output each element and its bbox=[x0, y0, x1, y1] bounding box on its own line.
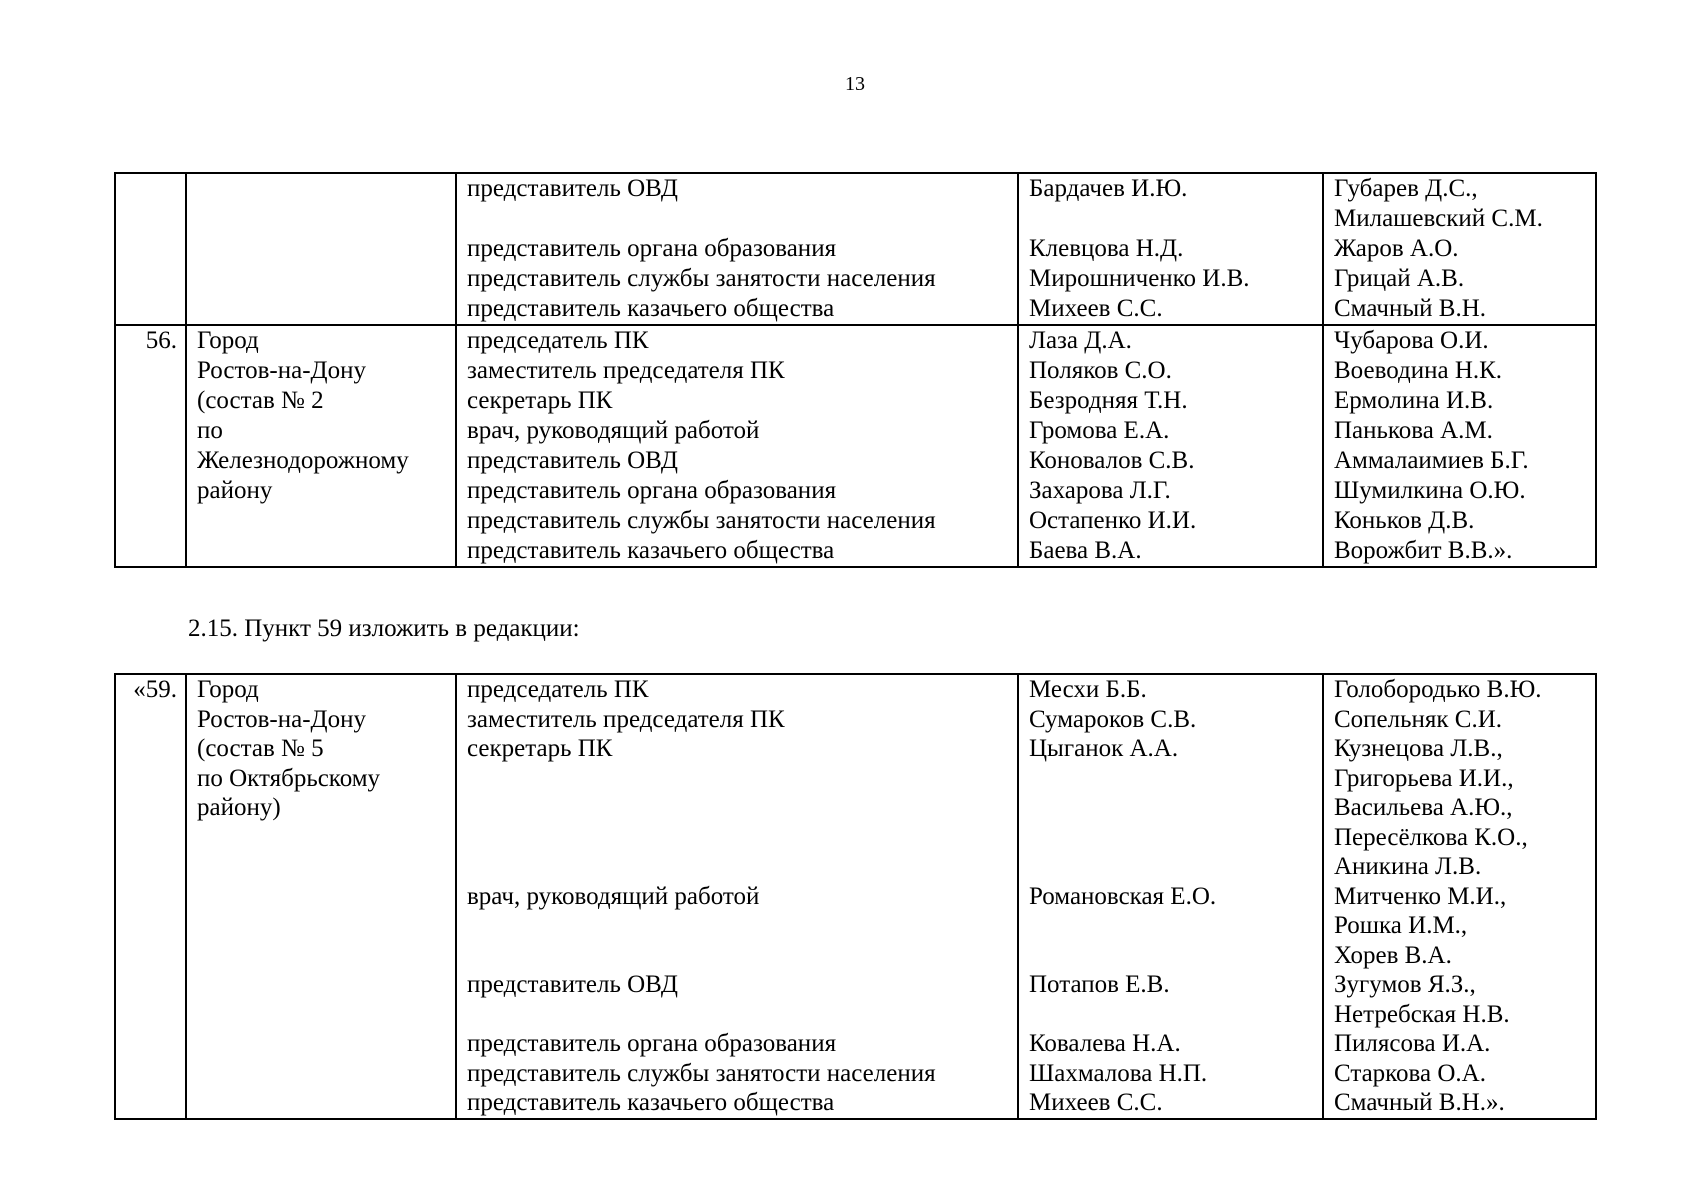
cell-line: представитель казачьего общества bbox=[467, 295, 835, 322]
members-cell bbox=[1018, 674, 1323, 1119]
cell-line: заместитель председателя ПК bbox=[467, 705, 785, 733]
cell-line bbox=[467, 793, 1017, 823]
territory-cell bbox=[186, 173, 456, 325]
cell-line: 56. bbox=[145, 327, 177, 354]
cell-line: представитель ОВД bbox=[467, 447, 678, 474]
cell-line bbox=[1029, 941, 1322, 971]
cell-line: Панькова А.М. bbox=[1334, 417, 1493, 444]
cell-line bbox=[1029, 823, 1322, 853]
cell-line: Чубарова О.И. bbox=[1334, 327, 1489, 354]
cell-line: врач, руководящий работой bbox=[467, 417, 760, 444]
cell-line bbox=[467, 1000, 1017, 1030]
cell-line: Поляков С.О. bbox=[1029, 357, 1172, 384]
cell-line bbox=[467, 911, 1017, 941]
territory-cell bbox=[186, 325, 456, 567]
cell-line: Захарова Л.Г. bbox=[1029, 477, 1171, 504]
cell-line: Грицай А.В. bbox=[1334, 265, 1465, 292]
cell-line bbox=[467, 204, 1017, 234]
cell-line: Старкова О.А. bbox=[1334, 1059, 1486, 1087]
cell-line: Смачный В.Н. bbox=[1334, 295, 1487, 322]
cell-line: Сопельняк С.И. bbox=[1334, 705, 1503, 733]
cell-line: Пилясова И.А. bbox=[1334, 1030, 1491, 1057]
cell-line: представитель органа образования bbox=[467, 235, 837, 262]
cell-line: Васильева А.Ю., bbox=[1334, 794, 1513, 821]
row-number-cell bbox=[115, 674, 186, 1119]
cell-line: Сумароков С.В. bbox=[1029, 705, 1197, 733]
cell-line: заместитель председателя ПК bbox=[467, 357, 785, 384]
cell-line: по Октябрьскому bbox=[197, 764, 381, 792]
cell-line: Мирошниченко И.В. bbox=[1029, 265, 1250, 292]
territory-cell bbox=[186, 674, 456, 1119]
cell-line bbox=[467, 852, 1017, 882]
cell-line: Шумилкина О.Ю. bbox=[1334, 477, 1526, 504]
cell-line: Григорьева И.И., bbox=[1334, 764, 1514, 792]
cell-line: Губарев Д.С., bbox=[1334, 175, 1478, 202]
cell-line: Коньков Д.В. bbox=[1334, 507, 1475, 534]
cell-line: Лаза Д.А. bbox=[1029, 327, 1132, 354]
cell-line: по bbox=[197, 417, 223, 444]
cell-line: представитель ОВД bbox=[467, 175, 678, 202]
cell-line: Остапенко И.И. bbox=[1029, 507, 1197, 534]
roles-cell bbox=[456, 674, 1018, 1119]
cell-line: Митченко М.И., bbox=[1334, 882, 1507, 910]
table-row bbox=[115, 325, 1596, 567]
row-number-cell bbox=[115, 325, 186, 567]
cell-line bbox=[1029, 911, 1322, 941]
cell-line: представитель службы занятости населения bbox=[467, 1059, 936, 1087]
cell-line: представитель ОВД bbox=[467, 971, 678, 998]
cell-line: представитель казачьего общества bbox=[467, 537, 835, 564]
cell-line: Месхи Б.Б. bbox=[1029, 676, 1147, 703]
cell-line: району bbox=[197, 477, 273, 504]
table-row bbox=[115, 674, 1596, 1119]
cell-line: Ермолина И.В. bbox=[1334, 387, 1494, 414]
cell-line: представитель службы занятости населения bbox=[467, 265, 936, 292]
cell-line: Романовская Е.О. bbox=[1029, 882, 1217, 910]
cell-line: (состав № 5 bbox=[197, 735, 324, 762]
cell-line: представитель органа образования bbox=[467, 1030, 837, 1057]
commission-table-continued bbox=[114, 172, 1597, 568]
amendment-paragraph: 2.15. Пункт 59 изложить в редакции: bbox=[188, 615, 580, 642]
cell-line bbox=[467, 941, 1017, 971]
cell-line: Город bbox=[197, 327, 259, 354]
cell-line bbox=[467, 764, 1017, 794]
cell-line: Коновалов С.В. bbox=[1029, 447, 1195, 474]
cell-line bbox=[1029, 1000, 1322, 1030]
cell-line: Хорев В.А. bbox=[1334, 941, 1452, 969]
cell-line: Нетребская Н.В. bbox=[1334, 1000, 1510, 1028]
cell-line: Цыганок А.А. bbox=[1029, 735, 1179, 762]
cell-line: Бардачев И.Ю. bbox=[1029, 175, 1188, 202]
cell-line: Железнодорожному bbox=[197, 447, 409, 474]
cell-line: Ворожбит В.В.». bbox=[1334, 537, 1513, 564]
cell-line: району) bbox=[197, 794, 281, 821]
cell-line: Безродняя Т.Н. bbox=[1029, 387, 1188, 414]
cell-line: Ковалева Н.А. bbox=[1029, 1030, 1181, 1057]
cell-line: «59. bbox=[133, 676, 177, 703]
cell-line: Потапов Е.В. bbox=[1029, 971, 1170, 998]
row-number-cell bbox=[115, 173, 186, 325]
cell-line bbox=[1029, 793, 1322, 823]
cell-line: Громова Е.А. bbox=[1029, 417, 1170, 444]
cell-line: Баева В.А. bbox=[1029, 537, 1142, 564]
cell-line: председатель ПК bbox=[467, 327, 649, 354]
cell-line bbox=[116, 174, 177, 204]
cell-line: Милашевский С.М. bbox=[1334, 205, 1543, 232]
table-row bbox=[115, 173, 1596, 325]
cell-line: секретарь ПК bbox=[467, 735, 613, 762]
reserve-cell bbox=[1323, 173, 1596, 325]
reserve-cell bbox=[1323, 674, 1596, 1119]
cell-line: Шахмалова Н.П. bbox=[1029, 1059, 1208, 1087]
members-cell bbox=[1018, 173, 1323, 325]
cell-line: Смачный В.Н.». bbox=[1334, 1089, 1505, 1116]
cell-line: Кузнецова Л.В., bbox=[1334, 735, 1503, 762]
cell-line: Ростов-на-Дону bbox=[197, 705, 366, 733]
commission-table-new bbox=[114, 673, 1597, 1120]
cell-line: Рошка И.М., bbox=[1334, 912, 1468, 939]
members-cell bbox=[1018, 325, 1323, 567]
roles-cell bbox=[456, 173, 1018, 325]
cell-line: Аникина Л.В. bbox=[1334, 853, 1482, 880]
cell-line: Ростов-на-Дону bbox=[197, 357, 366, 384]
cell-line: Воеводина Н.К. bbox=[1334, 357, 1503, 384]
reserve-cell bbox=[1323, 325, 1596, 567]
cell-line bbox=[1029, 764, 1322, 794]
page-number: 13 bbox=[845, 73, 865, 95]
cell-line: Пересёлкова К.О., bbox=[1334, 823, 1528, 851]
cell-line: врач, руководящий работой bbox=[467, 882, 760, 910]
cell-line bbox=[467, 823, 1017, 853]
cell-line bbox=[1029, 852, 1322, 882]
cell-line: Михеев С.С. bbox=[1029, 295, 1163, 322]
cell-line: Клевцова Н.Д. bbox=[1029, 235, 1184, 262]
cell-line: представитель службы занятости населения bbox=[467, 507, 936, 534]
cell-line: (состав № 2 bbox=[197, 387, 324, 414]
roles-cell bbox=[456, 325, 1018, 567]
cell-line: представитель органа образования bbox=[467, 477, 837, 504]
cell-line: председатель ПК bbox=[467, 676, 649, 703]
cell-line: Аммалаимиев Б.Г. bbox=[1334, 447, 1529, 474]
cell-line: Зугумов Я.З., bbox=[1334, 971, 1476, 998]
cell-line: представитель казачьего общества bbox=[467, 1089, 835, 1116]
cell-line bbox=[1029, 204, 1322, 234]
cell-line: Жаров А.О. bbox=[1334, 235, 1459, 262]
cell-line: Голобородько В.Ю. bbox=[1334, 676, 1542, 703]
cell-line: секретарь ПК bbox=[467, 387, 613, 414]
cell-line: Михеев С.С. bbox=[1029, 1089, 1163, 1116]
cell-line: Город bbox=[197, 676, 259, 703]
